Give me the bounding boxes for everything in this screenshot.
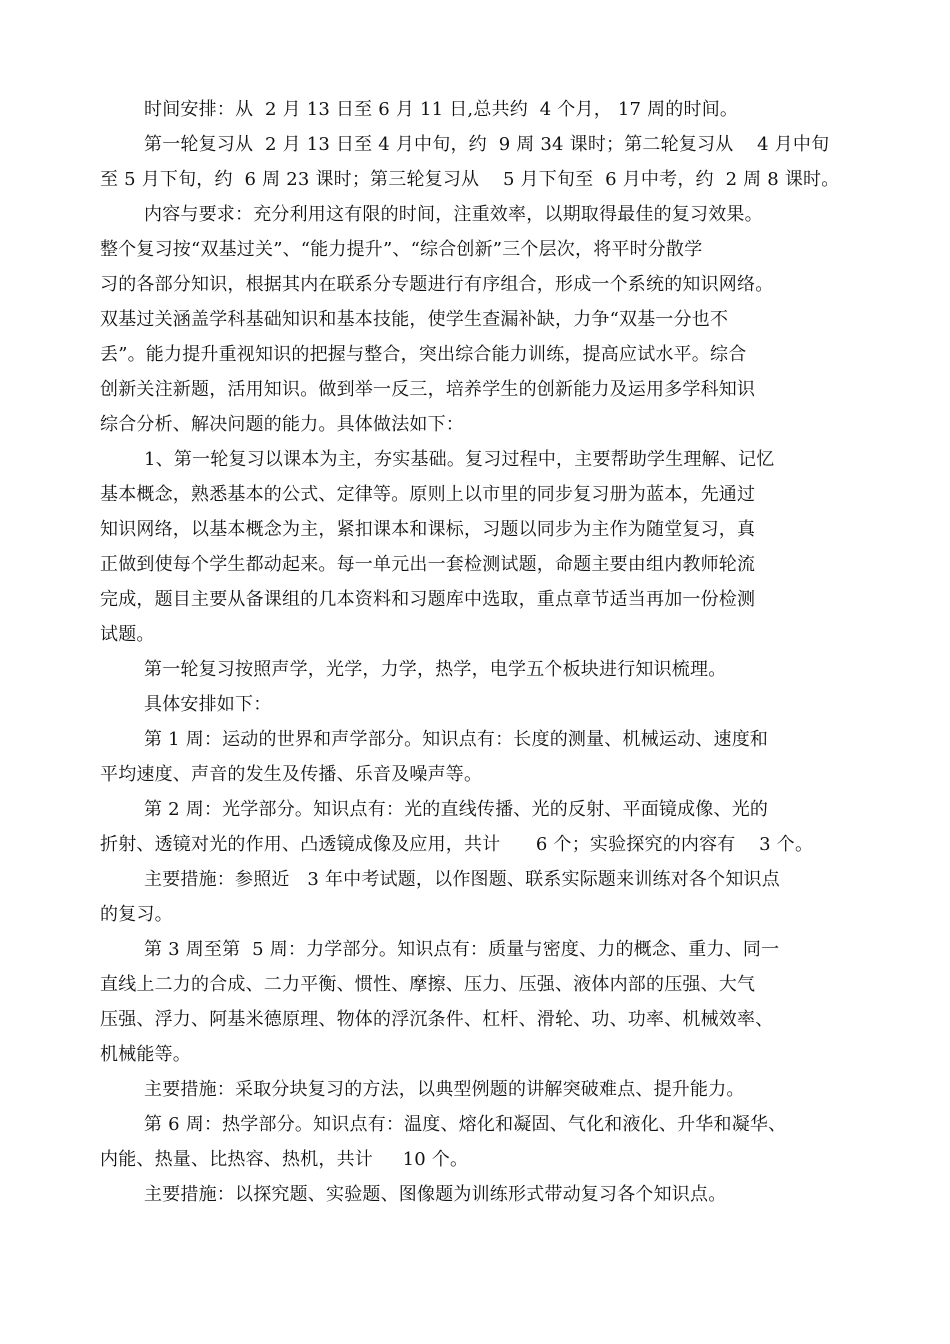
paragraph-first-line: 主要措施：以探究题、实验题、图像题为训练形式带动复习各个知识点。: [144, 1184, 727, 1205]
paragraph-first-line: 主要措施：采取分块复习的方法，以典型例题的讲解突破难点、提升能力。: [144, 1079, 745, 1100]
paragraph-line: 整个复习按“双基过关”、“能力提升”、“综合创新”三个层次，将平时分散学: [100, 239, 703, 260]
paragraph-line: 直线上二力的合成、二力平衡、惯性、摩擦、压力、压强、液体内部的压强、大气: [100, 974, 756, 995]
paragraph-line: 试题。: [100, 624, 155, 645]
paragraph-first-line: 1、第一轮复习以课本为主，夯实基础。复习过程中，主要帮助学生理解、记忆: [144, 449, 775, 470]
paragraph-line: 内能、热量、比热容、热机，共计 10 个。: [100, 1149, 469, 1170]
paragraph-line: 压强、浮力、阿基米德原理、物体的浮沉条件、杠杆、滑轮、功、功率、机械效率、: [100, 1009, 774, 1030]
paragraph-line: 至 5 月下旬，约 6 周 23 课时；第三轮复习从 5 月下旬至 6 月中考，约 2 周 8 课时。: [100, 169, 840, 190]
document-body: [0, 92, 950, 1212]
paragraph-line: 平均速度、声音的发生及传播、乐音及噪声等。: [100, 764, 483, 785]
paragraph-first-line: 具体安排如下：: [144, 694, 272, 715]
paragraph-first-line: 内容与要求：充分利用这有限的时间，注重效率，以期取得最佳的复习效果。: [144, 204, 763, 225]
paragraph-line: 丢”。能力提升重视知识的把握与整合，突出综合能力训练，提高应试水平。综合: [100, 344, 747, 365]
paragraph-line: 综合分析、解决问题的能力。具体做法如下：: [100, 414, 464, 435]
paragraph-line: 习的各部分知识，根据其内在联系分专题进行有序组合，形成一个系统的知识网络。: [100, 274, 774, 295]
paragraph-line: 正做到使每个学生都动起来。每一单元出一套检测试题，命题主要由组内教师轮流: [100, 554, 756, 575]
paragraph-line: 折射、透镜对光的作用、凸透镜成像及应用，共计 6 个；实验探究的内容有 3 个。: [100, 834, 814, 855]
paragraph-line: 基本概念，熟悉基本的公式、定律等。原则上以市里的同步复习册为蓝本，先通过: [100, 484, 756, 505]
paragraph-line: 知识网络，以基本概念为主，紧扣课本和课标，习题以同步为主作为随堂复习，真: [100, 519, 756, 540]
paragraph-first-line: 第一轮复习按照声学，光学，力学，热学，电学五个板块进行知识梳理。: [144, 659, 727, 680]
paragraph-line: 完成，题目主要从备课组的几本资料和习题库中选取，重点章节适当再加一份检测: [100, 589, 756, 610]
paragraph-line: 机械能等。: [100, 1044, 191, 1065]
paragraph-line: 双基过关涵盖学科基础知识和基本技能，使学生查漏补缺，力争“双基一分也不: [100, 309, 729, 330]
paragraph-first-line: 第一轮复习从 2 月 13 日至 4 月中旬，约 9 周 34 课时；第二轮复习从 4 月中旬: [144, 134, 830, 155]
paragraph-first-line: 第 2 周：光学部分。知识点有：光的直线传播、光的反射、平面镜成像、光的: [144, 799, 769, 820]
paragraph-first-line: 时间安排：从 2 月 13 日至 6 月 11 日,总共约 4 个月， 17 周的时间。: [144, 99, 739, 120]
paragraph-line: 创新关注新题，活用知识。做到举一反三，培养学生的创新能力及运用多学科知识: [100, 379, 756, 400]
paragraph-first-line: 第 1 周：运动的世界和声学部分。知识点有：长度的测量、机械运动、速度和: [144, 729, 769, 750]
paragraph-first-line: 第 3 周至第 5 周：力学部分。知识点有：质量与密度、力的概念、重力、同一: [144, 939, 780, 960]
paragraph-first-line: 第 6 周：热学部分。知识点有：温度、熔化和凝固、气化和液化、升华和凝华、: [144, 1114, 787, 1135]
paragraph-first-line: 主要措施：参照近 3 年中考试题，以作图题、联系实际题来训练对各个知识点: [144, 869, 780, 890]
paragraph-line: 的复习。: [100, 904, 173, 925]
